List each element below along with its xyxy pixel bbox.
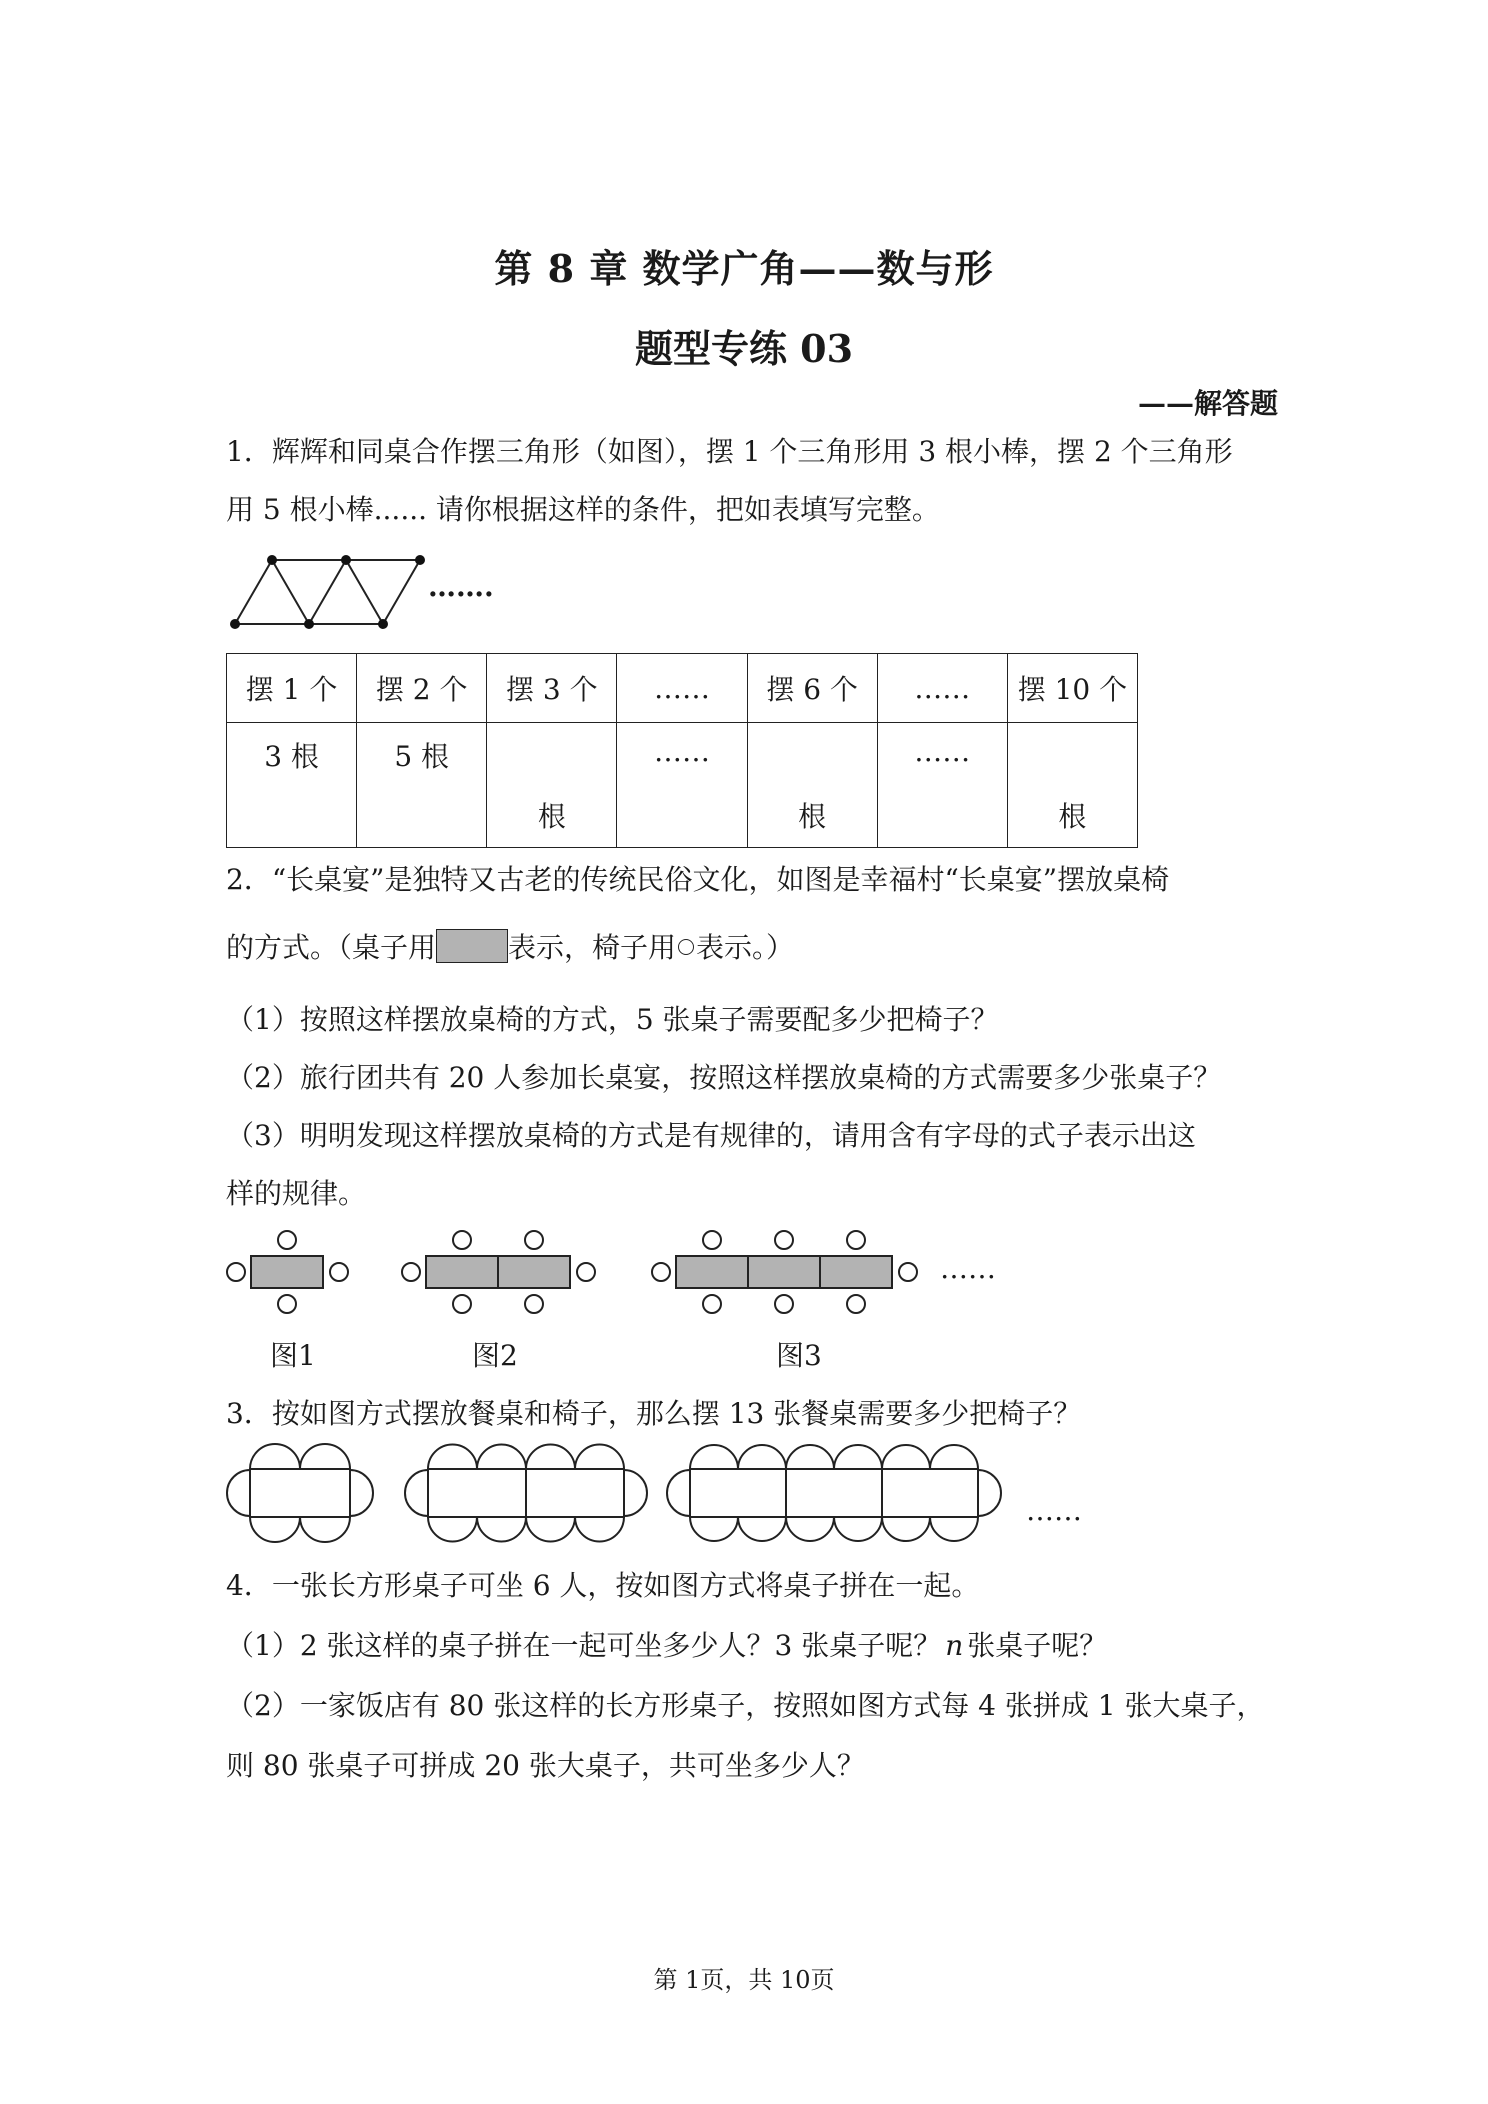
table-header-cell: 摆 10 个 (1007, 654, 1137, 723)
table-header-cell: 摆 2 个 (357, 654, 487, 723)
q1-text-line1: 1．辉辉和同桌合作摆三角形（如图），摆 1 个三角形用 3 根小棒，摆 2 个三角形 (226, 435, 1233, 468)
q2-sub3-line1: （3）明明发现这样摆放桌椅的方式是有规律的，请用含有字母的式子表示出这 (226, 1119, 1196, 1152)
table-header-cell: …… (617, 654, 747, 723)
q2-line2-part-b: 表示，椅子用 (508, 931, 677, 964)
q3-text-line1: 3．按如图方式摆放餐桌和椅子，那么摆 13 张餐桌需要多少把椅子？ (226, 1397, 1082, 1430)
q2-fig-label: 图1 (270, 1339, 316, 1372)
q1-text-line2: 用 5 根小棒...... 请你根据这样的条件，把如表填写完整。 (226, 493, 940, 526)
q2-line2-part-a: 的方式。（桌子用 (226, 931, 437, 964)
table-header-cell: 摆 3 个 (487, 654, 617, 723)
q4-text-line1: 4．一张长方形桌子可坐 6 人，按如图方式将桌子拼在一起。 (226, 1569, 980, 1602)
q1-figure-dots: ……. (428, 570, 494, 603)
page-subtitle: 题型专练 03 (634, 326, 854, 371)
q4-sub1 (226, 1624, 1107, 1664)
cell-value: 5 根 (394, 740, 450, 773)
cell-unit: 根 (798, 800, 827, 833)
table-header-cell: 摆 1 个 (227, 654, 357, 723)
q2-line2-part-c: 表示。） (696, 931, 795, 964)
q4-variable-n: n (945, 1629, 964, 1662)
q2-sub3-line2: 样的规律。 (226, 1177, 367, 1210)
q3-figure-dots: …… (1026, 1494, 1082, 1527)
q2-sub1: （1）按照这样摆放桌椅的方式，5 张桌子需要配多少把椅子？ (226, 1003, 999, 1036)
q4-sub1-part-b: 张桌子呢？ (967, 1629, 1108, 1662)
page-number: 第 1页，共 10页 (653, 1966, 835, 1994)
section-label: ——解答题 (1137, 387, 1278, 420)
page-title: 第 8 章 数学广角——数与形 (494, 246, 994, 291)
q4-sub2-line1: （2）一家饭店有 80 张这样的长方形桌子，按照如图方式每 4 张拼成 1 张大桌子， (226, 1689, 1265, 1722)
q2-sub2: （2）旅行团共有 20 人参加长桌宴，按照这样摆放桌椅的方式需要多少张桌子？ (226, 1061, 1222, 1094)
q2-text-line1: 2．“长桌宴”是独特又古老的传统民俗文化，如图是幸福村“长桌宴”摆放桌椅 (226, 863, 1170, 896)
table-header-cell: …… (877, 654, 1007, 723)
q2-figure-dots: …… (940, 1252, 996, 1285)
cell-unit: 根 (1058, 800, 1087, 833)
q2-fig-label: 图3 (776, 1339, 822, 1372)
q2-fig-label: 图2 (472, 1339, 518, 1372)
cell-value: 3 根 (264, 740, 319, 773)
cell-unit: 根 (537, 800, 566, 833)
cell-value: …… (914, 735, 971, 768)
q4-sub2-line2: 则 80 张桌子可拼成 20 张大桌子，共可坐多少人？ (226, 1749, 865, 1782)
q4-sub1-part-a: （1）2 张这样的桌子拼在一起可坐多少人？3 张桌子呢？ (226, 1629, 942, 1662)
table-header-cell: 摆 6 个 (747, 654, 877, 723)
cell-value: …… (653, 735, 710, 768)
